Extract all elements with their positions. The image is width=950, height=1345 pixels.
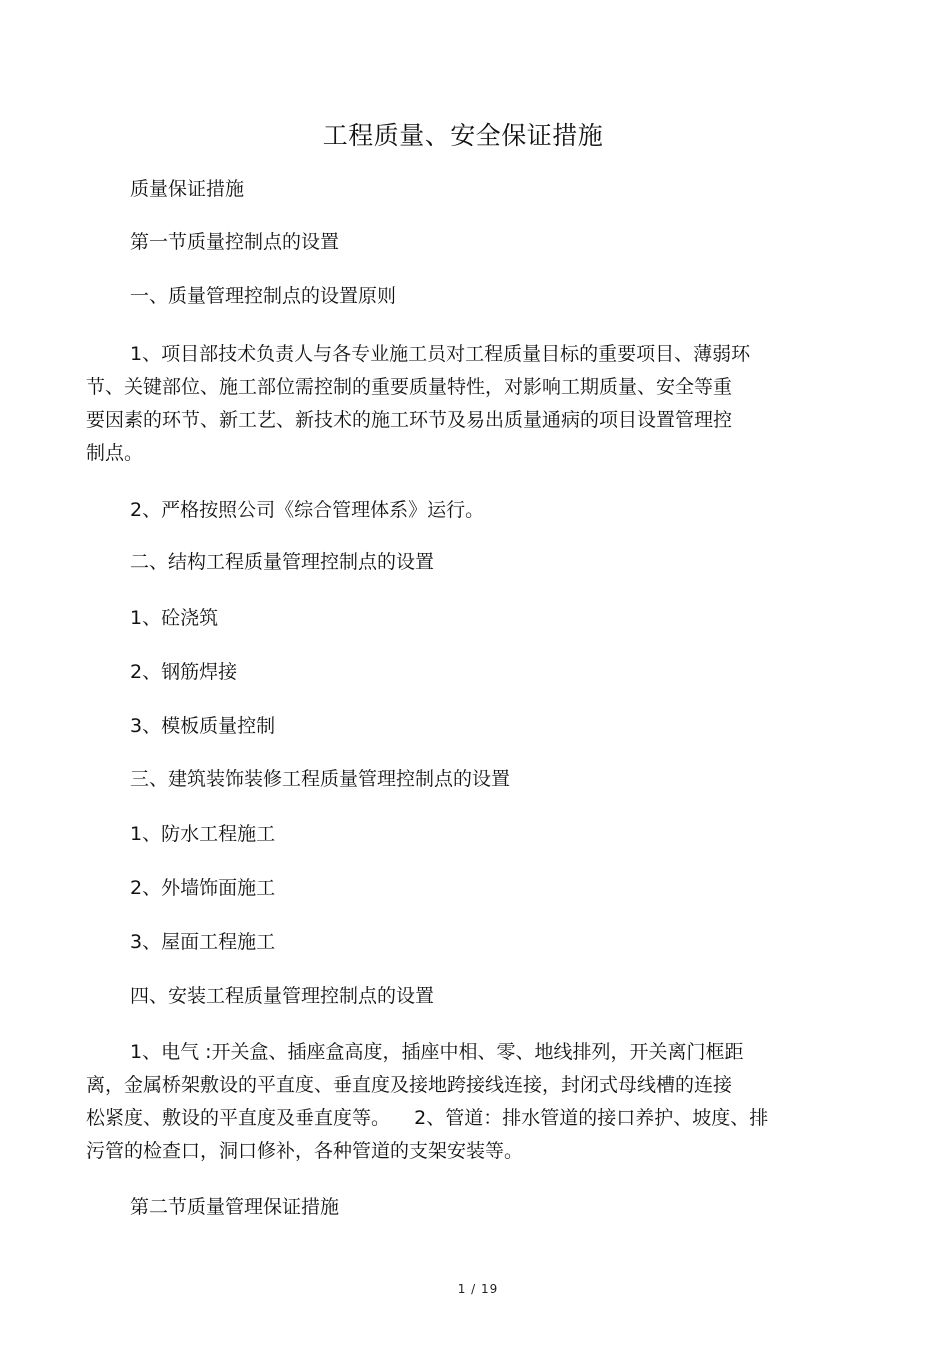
paragraph-installation <box>86 1036 846 1168</box>
page-number: 1 / 19 <box>457 1282 499 1296</box>
list-item: 3、屋面工程施工 <box>130 931 276 953</box>
heading-section-1: 第一节质量控制点的设置 <box>130 231 340 253</box>
paragraph-line: 制点。 <box>86 442 144 464</box>
paragraph-line: 离，金属桥架敷设的平直度、垂直度及接地跨接线连接，封闭式母线槽的连接 <box>86 1074 733 1096</box>
heading-structure: 二、结构工程质量管理控制点的设置 <box>130 551 435 573</box>
paragraph-line: 要因素的环节、新工艺、新技术的施工环节及易出质量通病的项目设置管理控 <box>86 409 733 431</box>
list-item: 1、砼浇筑 <box>130 607 219 629</box>
heading-quality-measures: 质量保证措施 <box>130 178 245 200</box>
list-item: 1、防水工程施工 <box>130 823 276 845</box>
paragraph-line: 节、关键部位、施工部位需控制的重要质量特性，对影响工期质量、安全等重 <box>86 376 733 398</box>
paragraph-line: 污管的检查口，洞口修补，各种管道的支架安装等。 <box>86 1140 524 1162</box>
paragraph-line: 松紧度、敷设的平直度及垂直度等。 2、管道：排水管道的接口养护、坡度、排 <box>86 1107 769 1129</box>
list-item: 2、钢筋焊接 <box>130 661 238 683</box>
paragraph-principle-1 <box>86 338 846 470</box>
list-item: 2、外墙饰面施工 <box>130 877 276 899</box>
heading-section-2: 第二节质量管理保证措施 <box>130 1196 340 1218</box>
principle-2: 2、严格按照公司《综合管理体系》运行。 <box>130 499 485 521</box>
heading-decoration: 三、建筑装饰装修工程质量管理控制点的设置 <box>130 768 511 790</box>
list-item: 3、模板质量控制 <box>130 715 276 737</box>
heading-principles: 一、质量管理控制点的设置原则 <box>130 285 397 307</box>
paragraph-line: 1、电气 :开关盒、插座盒高度，插座中相、零、地线排列，开关离门框距 <box>130 1041 744 1063</box>
document-title: 工程质量、安全保证措施 <box>322 121 604 150</box>
heading-installation: 四、安装工程质量管理控制点的设置 <box>130 985 435 1007</box>
paragraph-line: 1、项目部技术负责人与各专业施工员对工程质量目标的重要项目、薄弱环 <box>130 343 751 365</box>
